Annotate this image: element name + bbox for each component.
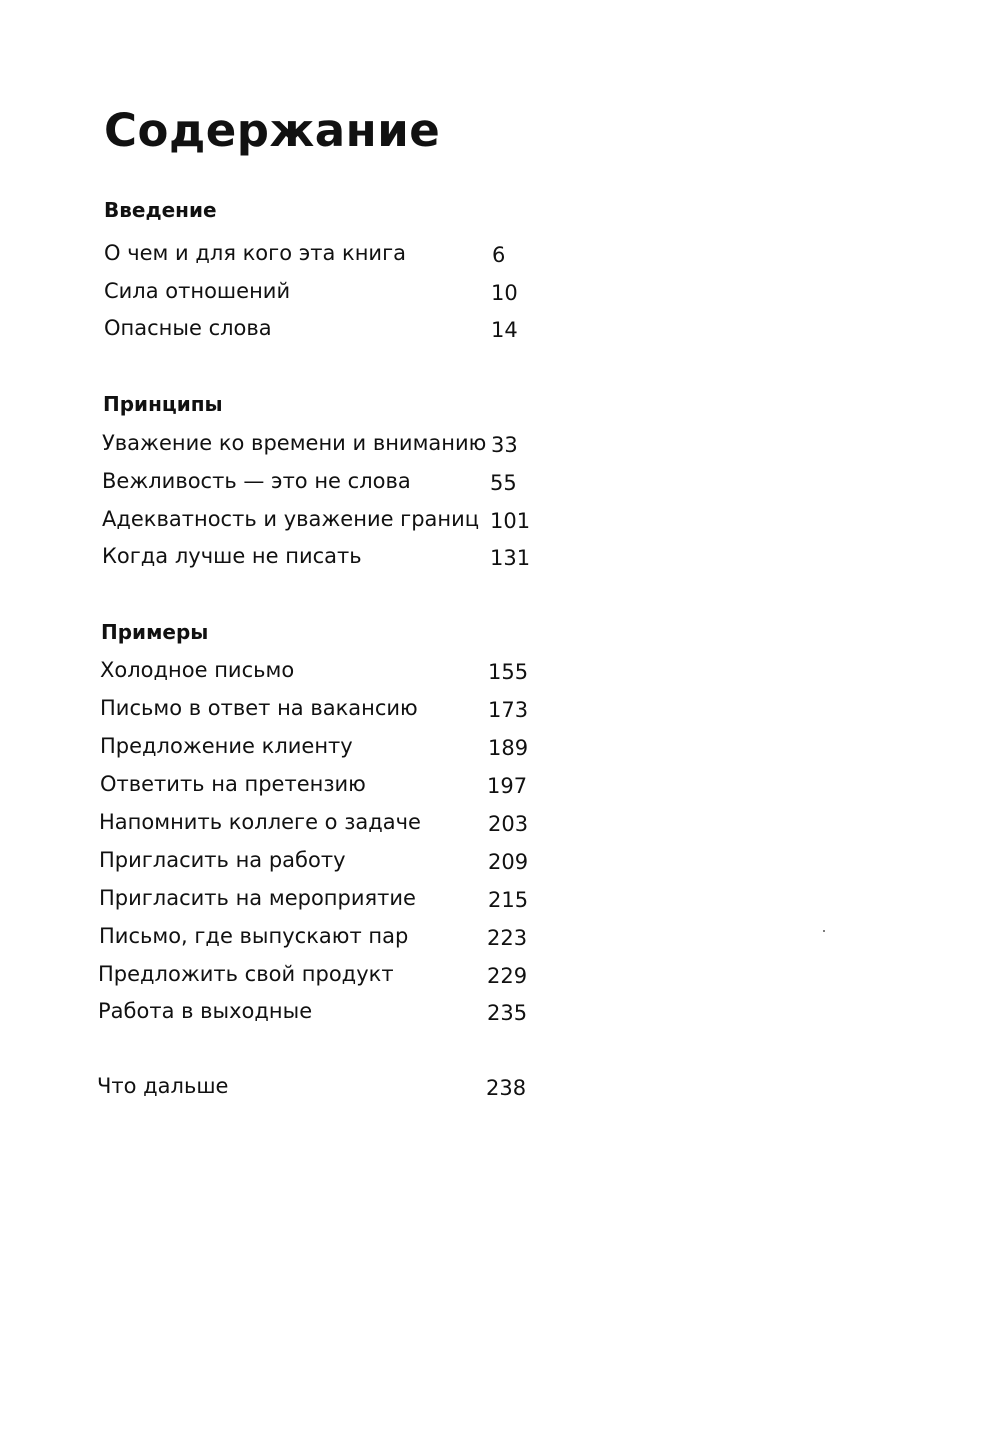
toc-item-label: Холодное письмо bbox=[100, 658, 295, 682]
toc-item-page: 215 bbox=[488, 888, 529, 912]
toc-item-page: 223 bbox=[487, 926, 528, 950]
toc-item-label: Адекватность и уважение границ bbox=[102, 507, 480, 531]
toc-item-label: Уважение ко времени и вниманию bbox=[102, 431, 487, 455]
toc-item-label: Опасные слова bbox=[104, 316, 272, 340]
toc-item-label: Сила отношений bbox=[104, 279, 291, 303]
toc-item-page: 209 bbox=[488, 850, 529, 874]
toc-item bbox=[100, 769, 530, 799]
toc-item-label: Вежливость — это не слова bbox=[102, 469, 411, 493]
toc-item bbox=[99, 807, 529, 837]
toc-item-label: Письмо, где выпускают пар bbox=[99, 924, 409, 948]
toc-item bbox=[100, 655, 530, 685]
toc-item bbox=[100, 731, 530, 761]
toc-item-label: Ответить на претензию bbox=[100, 772, 366, 796]
scan-speck bbox=[823, 930, 825, 932]
toc-item-page: 173 bbox=[488, 698, 529, 722]
toc-item bbox=[99, 883, 529, 913]
toc-item-page: 229 bbox=[487, 964, 528, 988]
toc-item-label: Предложение клиенту bbox=[100, 734, 353, 758]
toc-item-final bbox=[97, 1071, 527, 1101]
toc-item-label: Когда лучше не писать bbox=[102, 544, 362, 568]
toc-item-page: 189 bbox=[488, 736, 529, 760]
toc-item bbox=[98, 996, 528, 1026]
section-heading-introduction: Введение bbox=[104, 198, 217, 222]
toc-item-label: Пригласить на мероприятие bbox=[99, 886, 416, 910]
toc-item-page: 10 bbox=[491, 281, 518, 305]
toc-item-label: Пригласить на работу bbox=[99, 848, 346, 872]
toc-item-page: 238 bbox=[486, 1076, 527, 1100]
page-title: Содержание bbox=[104, 104, 441, 157]
toc-item-label: Работа в выходные bbox=[98, 999, 313, 1023]
toc-item bbox=[99, 921, 529, 951]
toc-item-label: Что дальше bbox=[97, 1074, 229, 1098]
toc-item-page: 131 bbox=[490, 546, 531, 570]
toc-item bbox=[98, 959, 528, 989]
toc-item-page: 203 bbox=[488, 812, 529, 836]
toc-item-page: 197 bbox=[487, 774, 528, 798]
toc-item-label: Напомнить коллеге о задаче bbox=[99, 810, 421, 834]
toc-item bbox=[104, 313, 534, 343]
toc-item-page: 55 bbox=[490, 471, 517, 495]
toc-item bbox=[102, 504, 532, 534]
toc-item bbox=[104, 276, 534, 306]
toc-item bbox=[102, 541, 532, 571]
toc-item-page: 101 bbox=[490, 509, 531, 533]
toc-item-page: 33 bbox=[491, 433, 518, 457]
toc-item bbox=[102, 428, 532, 458]
toc-item-page: 155 bbox=[488, 660, 529, 684]
toc-item-label: Предложить свой продукт bbox=[98, 962, 394, 986]
toc-item-page: 235 bbox=[487, 1001, 528, 1025]
toc-item bbox=[100, 693, 530, 723]
section-heading-principles: Принципы bbox=[103, 392, 223, 416]
toc-item bbox=[102, 466, 532, 496]
section-heading-examples: Примеры bbox=[101, 620, 209, 644]
toc-item-label: Письмо в ответ на вакансию bbox=[100, 696, 418, 720]
toc-item-page: 14 bbox=[491, 318, 518, 342]
toc-item bbox=[104, 238, 534, 268]
toc-item-label: О чем и для кого эта книга bbox=[104, 241, 406, 265]
toc-item bbox=[99, 845, 529, 875]
toc-item-page: 6 bbox=[492, 243, 506, 267]
